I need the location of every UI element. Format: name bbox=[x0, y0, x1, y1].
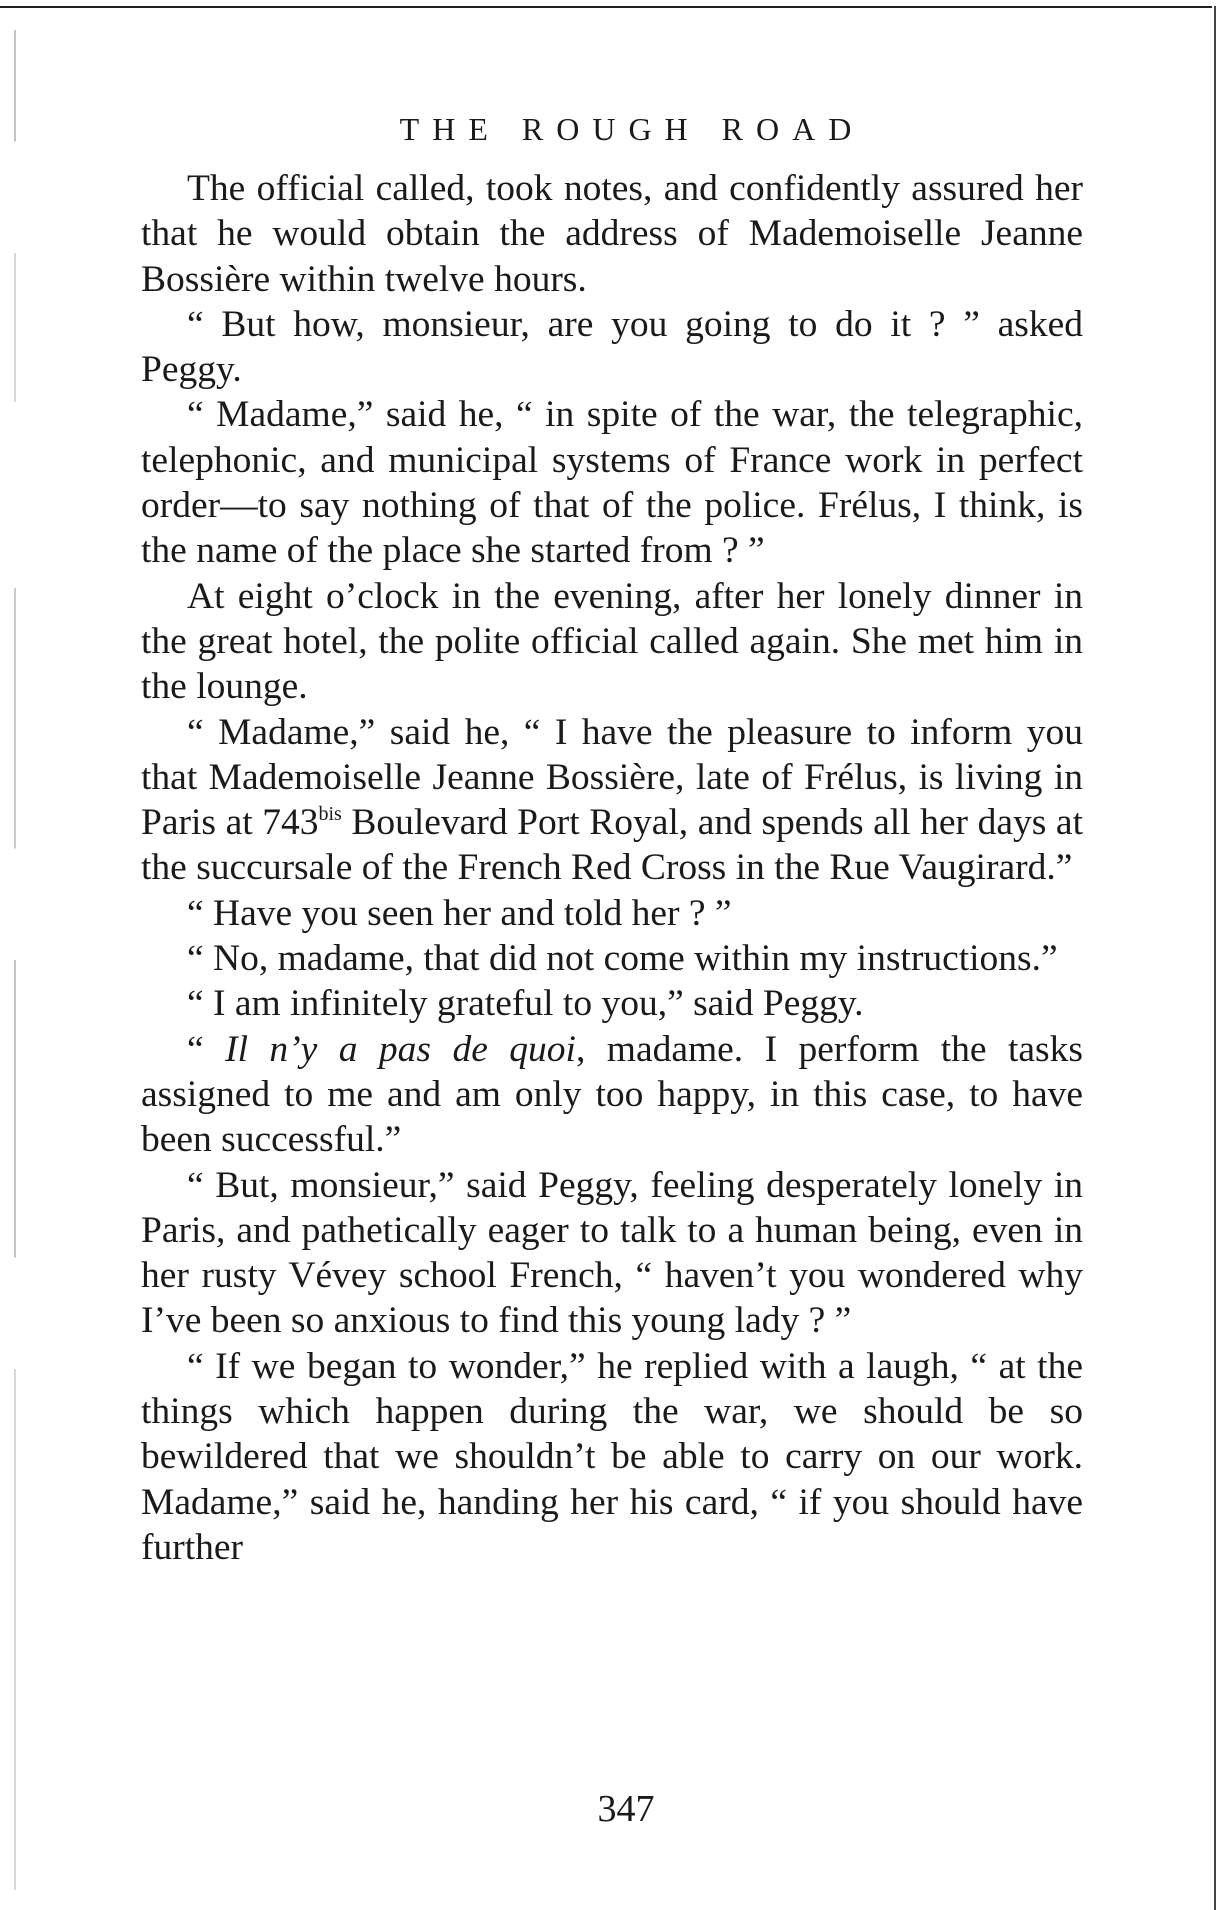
paragraph: “ Madame,” said he, “ in spite of the war, the telegraphic, telephonic, and municipal systems of France work in perfect order—to say nothing of that of the police. Frélus, I think, is the name of the place she started from ? ” bbox=[141, 394, 1083, 572]
paragraph: “ If we began to wonder,” he replied with a laugh, “ at the things which happen during the war, we should be so bewildered that we shouldn’t be able to carry on our work. Madame,” said he, handing her his card, “ if you should have further bbox=[141, 1345, 1083, 1568]
body-text bbox=[141, 166, 1083, 1570]
paragraph: “ Have you seen her and told her ? ” bbox=[187, 892, 732, 934]
book-page bbox=[141, 104, 1083, 1570]
running-head: THE ROUGH ROAD bbox=[399, 111, 865, 147]
page-number: 347 bbox=[597, 1788, 655, 1830]
right-border-rule bbox=[1214, 6, 1216, 1910]
paragraph: “ But, monsieur,” said Peggy, feeling desperately lonely in Paris, and pathetically eager to talk to a human being, even in her rusty Vévey school French, “ haven’t you wondered why I’ve been so anxious to find this young lady ? ” bbox=[141, 1164, 1083, 1342]
paragraph: “ But how, monsieur, are you going to do it ? ” asked Peggy. bbox=[141, 303, 1083, 391]
paragraph: At eight o’clock in the evening, after her lonely dinner in the great hotel, the polite official called again. She met him in the lounge. bbox=[141, 575, 1083, 708]
address-text-after: Boulevard Port Royal, and spends all her days at the succursale of the French Red Cross in the Rue Vaugirard.” bbox=[141, 802, 1083, 889]
italic-paragraph-rest: , madame. I perform the tasks assigned to me and am only too happy, in this case, to have been successful.” bbox=[141, 1028, 1083, 1161]
address-superscript: bis bbox=[318, 803, 342, 826]
address-paragraph bbox=[141, 710, 1083, 891]
paragraph: “ I am infinitely grateful to you,” said Peggy. bbox=[187, 983, 864, 1025]
paragraph: The official called, took notes, and confidently assured her that he would obtain the address of Mademoiselle Jeanne Bossière within twelve hours. bbox=[141, 168, 1083, 300]
italic-paragraph bbox=[141, 1027, 1083, 1163]
french-phrase: Il n’y a pas de quoi bbox=[225, 1028, 576, 1070]
open-quote: “ bbox=[187, 1028, 226, 1070]
paragraph: “ No, madame, that did not come within my instructions.” bbox=[187, 938, 1058, 980]
binding-gutter-marks bbox=[14, 30, 16, 1890]
top-border-rule bbox=[0, 6, 1212, 8]
address-text-before: “ Madame,” said he, “ I have the pleasure to inform you that Mademoiselle Jeanne Bossière, late of Frélus, is living in Paris at 743 bbox=[141, 711, 1083, 844]
